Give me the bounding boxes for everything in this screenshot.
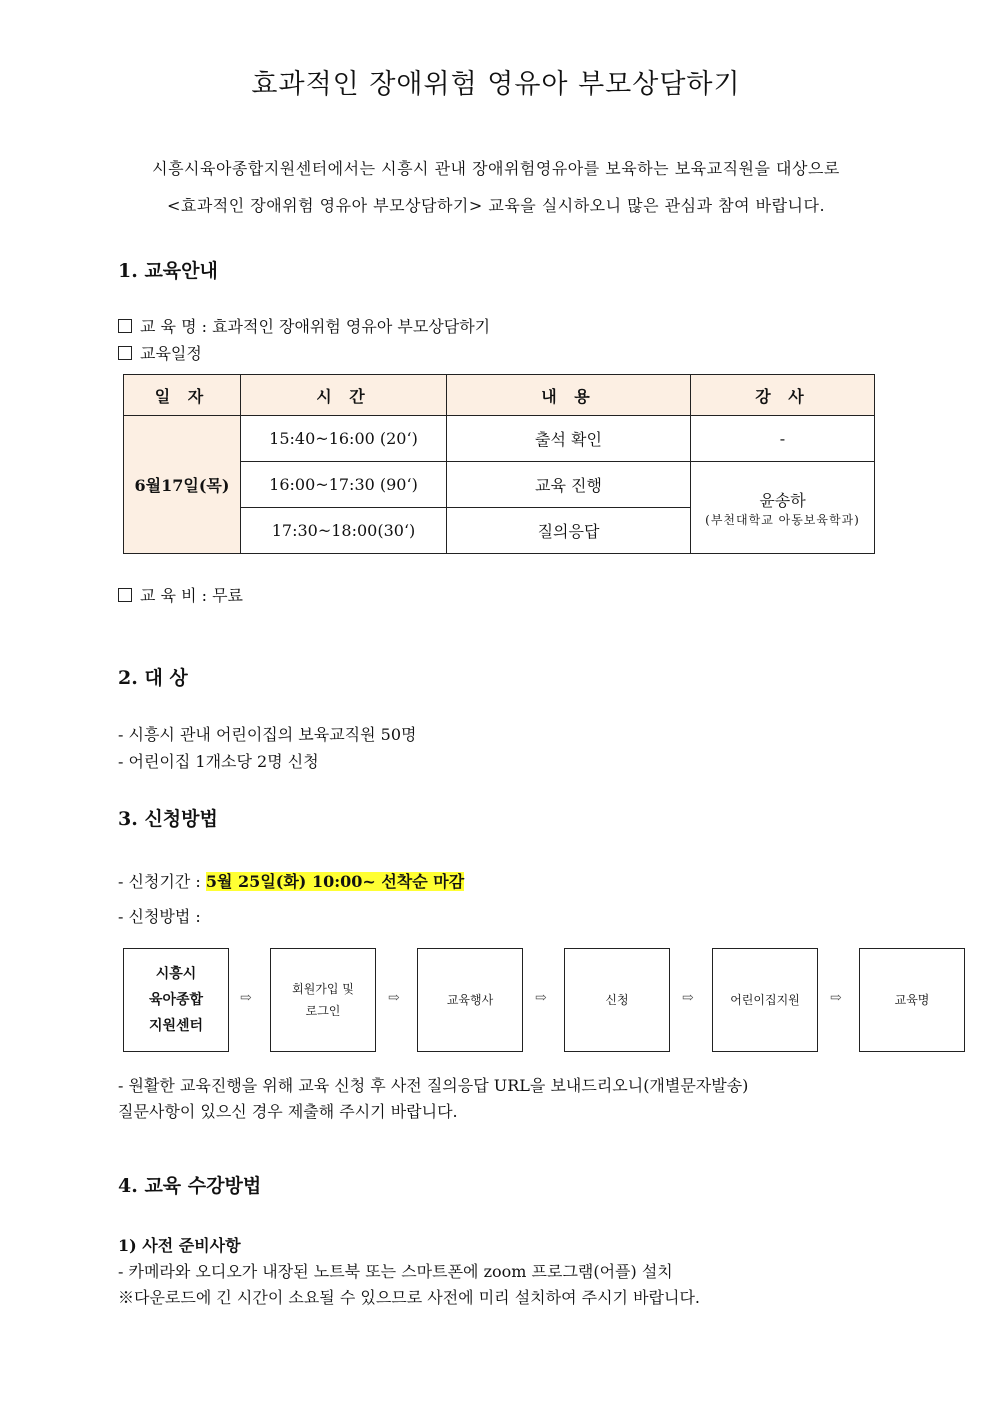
intro-line-1: 시흥시육아종합지원센터에서는 시흥시 관내 장애위험영유아를 보육하는 보육교직원을 대상으로 [152,159,840,178]
step-center: 시흥시 육아종합 지원센터 [123,948,229,1052]
intro-line-2: <효과적인 장애위험 영유아 부모상담하기> 교육을 실시하오니 많은 관심과 참여 바랍니다. [166,196,826,215]
note-line-2: 질문사항이 있으신 경우 제출해 주시기 바랍니다. [118,1102,458,1121]
arrow-icon: ⇨ [830,990,842,1006]
section-3-heading: 3. 신청방법 [118,808,218,830]
course-name-line [118,314,490,337]
schedule-table [123,374,875,554]
session-content: 교육 진행 [447,462,691,508]
step-signup-login: 회원가입 및 로그인 [270,948,376,1052]
header-lecturer: 강 사 [691,375,875,416]
fee-line [118,583,243,606]
arrow-icon: ⇨ [535,990,547,1006]
header-content: 내 용 [447,375,691,416]
fee-text: 교 육 비 : 무료 [140,586,244,605]
arrow-icon: ⇨ [388,990,400,1006]
schedule-label: 교육일정 [140,344,202,363]
session-content: 출석 확인 [447,416,691,462]
arrow-icon: ⇨ [682,990,694,1006]
step-edu-event: 교육행사 [417,948,523,1052]
lecturer-name: 윤송하 [759,490,806,510]
section-4-heading: 4. 교육 수강방법 [118,1175,262,1197]
session-lecturer: - [691,416,875,462]
section-1-heading: 1. 교육안내 [118,260,218,282]
header-date: 일 자 [124,375,241,416]
step-apply: 신청 [564,948,670,1052]
step-course-name: 교육명 [859,948,965,1052]
session-time: 16:00~17:30 (90‘) [241,462,447,508]
course-name: 교 육 명 : 효과적인 장애위험 영유아 부모상담하기 [140,317,491,336]
method-label: - 신청방법 : [118,907,201,926]
target-item-1: - 시흥시 관내 어린이집의 보육교직원 50명 [118,725,417,744]
target-item-2: - 어린이집 1개소당 2명 신청 [118,752,319,771]
period-value: 5월 25일(화) 10:00~ 선착순 마감 [205,872,465,891]
lecturer-cell [691,462,875,554]
schedule-label-line [118,341,202,364]
session-time: 17:30~18:00(30‘) [241,508,447,554]
session-content: 질의응답 [447,508,691,554]
checkbox-icon [118,346,132,360]
document-title: 효과적인 장애위험 영유아 부모상담하기 [251,69,741,100]
prep-item-1: - 카메라와 오디오가 내장된 노트북 또는 스마트폰에 zoom 프로그램(어플) 설치 [118,1262,673,1281]
table-row [124,416,875,462]
checkbox-icon [118,319,132,333]
arrow-icon: ⇨ [240,990,252,1006]
lecturer-affiliation: (부천대학교 아동보육학과) [705,512,860,527]
checkbox-icon [118,588,132,602]
session-time: 15:40~16:00 (20‘) [241,416,447,462]
session-date: 6월17일(목) [124,416,241,554]
application-period-line [118,869,464,892]
header-time: 시 간 [241,375,447,416]
table-header-row [124,375,875,416]
section-2-heading: 2. 대 상 [118,667,188,689]
note-line-1: - 원활한 교육진행을 위해 교육 신청 후 사전 질의응답 URL을 보내드리오니(개별문자발송) [118,1076,749,1095]
prep-item-2: ※다운로드에 긴 시간이 소요될 수 있으므로 사전에 미리 설치하여 주시기 바랍니다. [118,1288,700,1307]
prep-subheading: 1) 사전 준비사항 [118,1236,241,1255]
step-daycare-support: 어린이집지원 [712,948,818,1052]
period-label: - 신청기간 : [118,872,206,891]
